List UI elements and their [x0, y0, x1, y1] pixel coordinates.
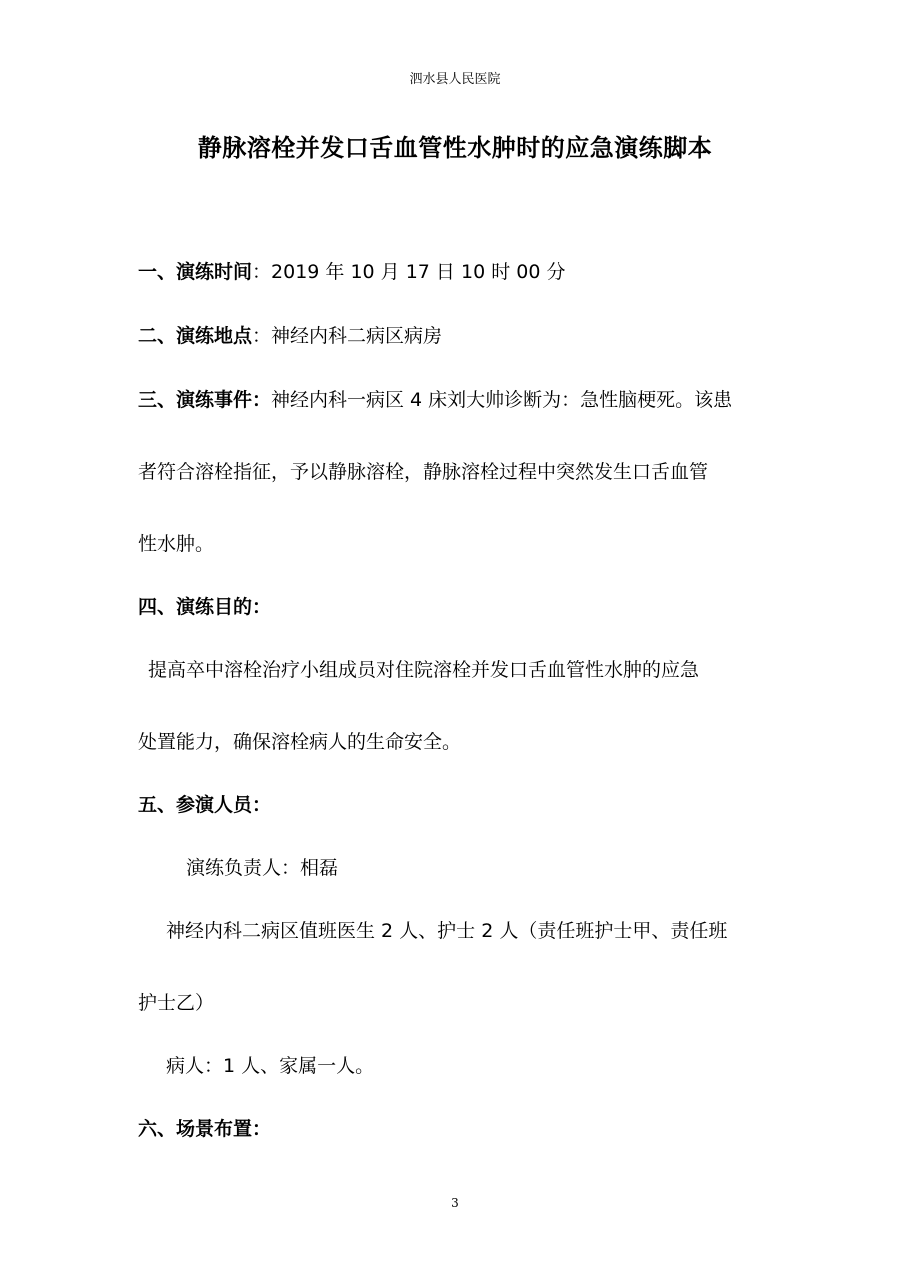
section-place-label: 二、演练地点: [138, 325, 253, 347]
section-purpose-line1: 提高卒中溶栓治疗小组成员对住院溶栓并发口舌血管性水肿的应急: [148, 659, 700, 681]
section-place-sep: ：: [252, 325, 272, 347]
section-time-sep: ：: [252, 261, 272, 283]
section-time-label: 一、演练时间: [138, 261, 253, 283]
page-header: 泗水县人民医院: [409, 72, 501, 87]
document-title: 静脉溶栓并发口舌血管性水肿时的应急演练脚本: [197, 134, 713, 162]
participants-staff-line2: 护士乙）: [138, 992, 215, 1014]
section-event-line3: 性水肿。: [138, 533, 215, 555]
participants-patient: 病人：1 人、家属一人。: [166, 1055, 375, 1077]
section-event-label: 三、演练事件：: [138, 389, 272, 411]
section-time-value: 2019 年 10 月 17 日 10 时 00 分: [271, 261, 566, 283]
section-event-line2: 者符合溶栓指征，予以静脉溶栓，静脉溶栓过程中突然发生口舌血管: [138, 461, 709, 483]
section-place-value: 神经内科二病区病房: [271, 325, 443, 347]
section-purpose-label: 四、演练目的：: [138, 596, 272, 618]
page-number: 3: [451, 1196, 459, 1210]
section-scene-label: 六、场景布置：: [138, 1118, 272, 1140]
section-time: [138, 259, 778, 285]
section-event-line1: 神经内科一病区 4 床刘大帅诊断为：急性脑梗死。该患: [271, 389, 733, 411]
participants-staff-line1: 神经内科二病区值班医生 2 人、护士 2 人（责任班护士甲、责任班: [166, 920, 728, 942]
section-purpose-line2: 处置能力，确保溶栓病人的生命安全。: [138, 731, 462, 753]
section-participants-label: 五、参演人员：: [138, 794, 272, 816]
section-scene-heading: [138, 1116, 778, 1142]
section-participants-heading: [138, 792, 778, 818]
section-place: [138, 323, 778, 349]
section-purpose-heading: [138, 594, 778, 620]
participants-leader: 演练负责人：相磊: [186, 857, 339, 879]
section-event: [138, 387, 778, 413]
